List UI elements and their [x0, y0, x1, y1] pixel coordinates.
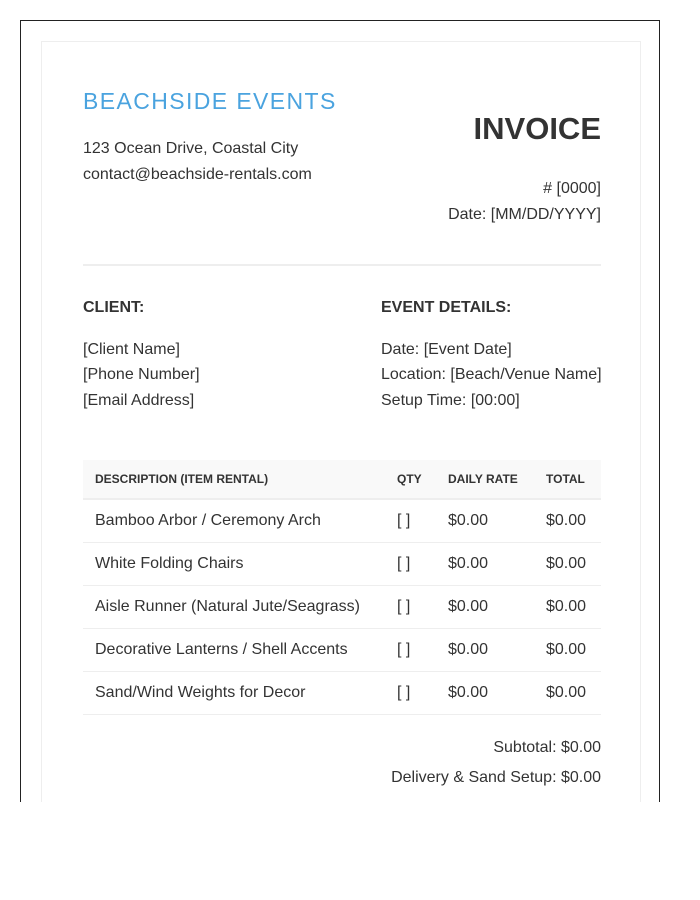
item-total: $0.00 [546, 555, 587, 572]
company-address: 123 Ocean Drive, Coastal City [83, 140, 299, 157]
item-qty: [ ] [397, 598, 411, 615]
event-date: Date: [Event Date] [381, 341, 512, 358]
column-header-total: TOTAL [546, 472, 585, 486]
item-rate: $0.00 [448, 512, 489, 529]
item-total: $0.00 [546, 684, 587, 701]
item-rate: $0.00 [448, 555, 489, 572]
company-name: BEACHSIDE EVENTS [83, 88, 337, 114]
column-header-qty: QTY [397, 472, 422, 486]
invoice-title: INVOICE [473, 111, 601, 146]
client-phone: [Phone Number] [83, 366, 200, 383]
table-row [83, 500, 601, 543]
event-heading: EVENT DETAILS: [381, 299, 512, 316]
subtotal: Subtotal: $0.00 [493, 739, 601, 756]
column-header-description: DESCRIPTION (ITEM RENTAL) [95, 472, 269, 486]
item-total: $0.00 [546, 512, 587, 529]
table-header [83, 460, 601, 500]
item-rate: $0.00 [448, 641, 489, 658]
item-description: Bamboo Arbor / Ceremony Arch [95, 512, 321, 529]
company-email: contact@beachside-rentals.com [83, 166, 312, 183]
item-description: Decorative Lanterns / Shell Accents [95, 641, 348, 658]
item-description: White Folding Chairs [95, 555, 244, 572]
client-email: [Email Address] [83, 392, 195, 409]
item-total: $0.00 [546, 641, 587, 658]
invoice-date: Date: [MM/DD/YYYY] [448, 206, 601, 223]
item-rate: $0.00 [448, 684, 489, 701]
item-description: Sand/Wind Weights for Decor [95, 684, 306, 701]
table-row [83, 629, 601, 672]
invoice-sheet [41, 41, 641, 802]
delivery-setup-total: Delivery & Sand Setup: $0.00 [391, 769, 601, 786]
item-total: $0.00 [546, 598, 587, 615]
item-rate: $0.00 [448, 598, 489, 615]
table-row [83, 543, 601, 586]
event-location: Location: [Beach/Venue Name] [381, 366, 602, 383]
header-divider [83, 264, 601, 266]
item-qty: [ ] [397, 684, 411, 701]
column-header-rate: DAILY RATE [448, 472, 518, 486]
item-qty: [ ] [397, 555, 411, 572]
item-qty: [ ] [397, 641, 411, 658]
client-name: [Client Name] [83, 341, 180, 358]
item-description: Aisle Runner (Natural Jute/Seagrass) [95, 598, 361, 615]
invoice-number: # [0000] [543, 180, 601, 197]
page-frame [20, 20, 660, 802]
table-row [83, 586, 601, 629]
client-heading: CLIENT: [83, 299, 145, 316]
event-setup-time: Setup Time: [00:00] [381, 392, 520, 409]
table-row [83, 672, 601, 715]
rental-items-table [83, 460, 601, 715]
item-qty: [ ] [397, 512, 411, 529]
